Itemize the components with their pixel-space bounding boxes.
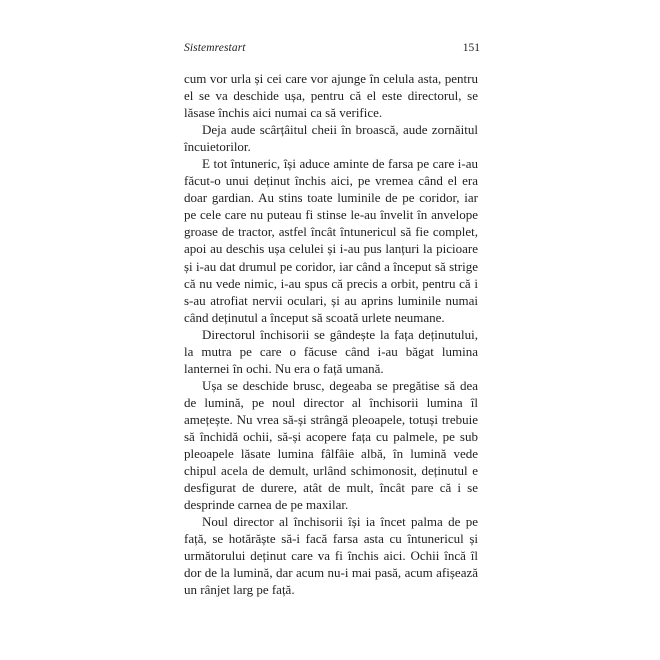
paragraph-1: cum vor urla și cei care vor ajunge în celula asta, pentru el se va deschide ușa, pentru că el este directorul, se lăsase închis aici numai ca să verifice. — [184, 71, 478, 121]
paragraph-5: Ușa se deschide brusc, degeaba se pregătise să dea de lumină, pe noul director al închisorii lumina îl amețește. Nu vrea să-și strângă pleoapele, totuși trebuie să închidă ochii, să-și acopere fața cu palmele, pe sub pleoapele lăsate lumina fâlfâie albă, în lumină vede chipul acela de demult, urlând schimonosit, deținutul e desfigurat de durere, atât de mult, încât pare că i se desprinde carnea de pe maxilar. — [184, 377, 478, 513]
paragraph-3: E tot întuneric, își aduce aminte de farsa pe care i-au făcut-o unui deținut închis aici, pe vremea când el era doar gardian. Au stins toate luminile de pe coridor, iar pe cele care nu puteau fi stinse le-au învelit în anvelope groase de tractor, astfel încât întunericul să fie complet, apoi au deschis ușa celulei și i-au pus lanțuri la picioare și i-au dat drumul pe coridor, iar când a început să strige că nu vede nimic, i-au spus că precis a orbit, pentru că i s-au atrofiat nervii oculari, și au aprins luminile numai când deținutul a început să scoată urlete neumane. — [184, 156, 478, 325]
paragraph-2: Deja aude scârțâitul cheii în broască, aude zornăitul încuietorilor. — [184, 122, 478, 155]
paragraph-6: Noul director al închisorii își ia încet palma de pe față, se hotărăște să-i facă farsa asta cu întunericul și următorului deținut care va fi închis aici. Ochii încă îl dor de la lumină, dar acum nu-i mai pasă, acum afișează un rânjet larg pe față. — [184, 514, 478, 598]
page-number: 151 — [462, 42, 480, 54]
running-header — [184, 40, 480, 56]
body-text — [184, 70, 478, 598]
running-header-title: Sistemrestart — [184, 42, 246, 54]
paragraph-4: Directorul închisorii se gândește la fața deținutului, la mutra pe care o făcuse când i-au băgat lumina lanternei în ochi. Nu era o față umană. — [184, 326, 478, 376]
